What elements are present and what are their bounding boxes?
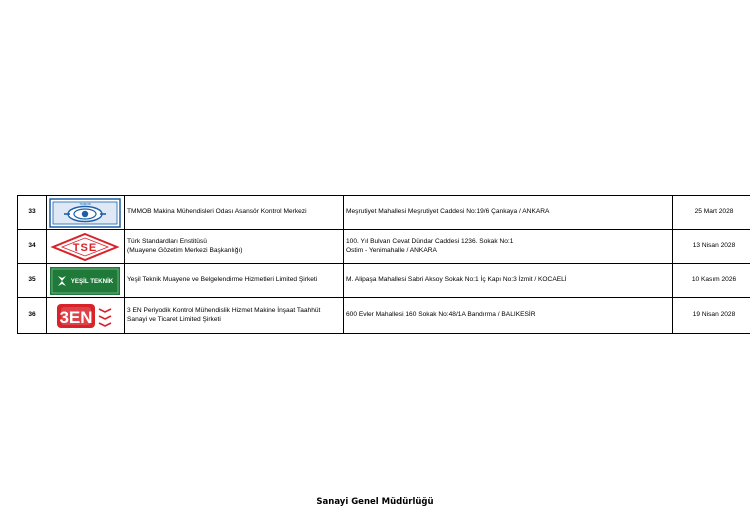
organization-name-line: Yeşil Teknik Muayene ve Belgelendirme Hizmetleri Limited Şirketi bbox=[127, 276, 318, 284]
logo-cell bbox=[47, 298, 125, 334]
tmmob-logo-text: TMMOB bbox=[79, 201, 91, 206]
organization-address bbox=[344, 298, 673, 334]
logo-cell bbox=[47, 196, 125, 230]
organization-name-line: TMMOB Makina Mühendisleri Odası Asansör Kontrol Merkezi bbox=[127, 208, 307, 216]
tmmob-mmo-logo-icon bbox=[49, 198, 121, 228]
validity-date: 25 Mart 2028 bbox=[673, 196, 750, 230]
row-number: 34 bbox=[18, 230, 47, 264]
table-row bbox=[18, 264, 750, 298]
organization-address bbox=[344, 196, 673, 230]
address-line: 600 Evler Mahallesi 160 Sokak No:48/1A Bandırma / BALIKESİR bbox=[346, 311, 536, 319]
3en-logo-text: 3EN bbox=[59, 307, 93, 327]
organization-name bbox=[125, 196, 344, 230]
logo-cell bbox=[47, 230, 125, 264]
organization-name bbox=[125, 230, 344, 264]
organization-name bbox=[125, 264, 344, 298]
row-number: 35 bbox=[18, 264, 47, 298]
yesil-teknik-logo-icon bbox=[49, 266, 121, 296]
table-row bbox=[18, 196, 750, 230]
row-number: 33 bbox=[18, 196, 47, 230]
address-line: Ostim - Yenimahalle / ANKARA bbox=[346, 246, 437, 254]
footer-title: Sanayi Genel Müdürlüğü bbox=[316, 497, 434, 507]
logo-cell bbox=[47, 264, 125, 298]
table-row bbox=[18, 298, 750, 334]
organization-name-line: (Muayene Gözetim Merkezi Başkanlığı) bbox=[127, 246, 243, 254]
organization-name-line: Türk Standardları Enstitüsü bbox=[127, 238, 207, 246]
organization-address bbox=[344, 264, 673, 298]
validity-date: 19 Nisan 2028 bbox=[673, 298, 750, 334]
organization-address bbox=[344, 230, 673, 264]
organization-name bbox=[125, 298, 344, 334]
tse-logo-text: TSE bbox=[72, 241, 98, 254]
address-line: 100. Yıl Bulvarı Cevat Dündar Caddesi 1236. Sokak No:1 bbox=[346, 238, 514, 246]
validity-date: 13 Nisan 2028 bbox=[673, 230, 750, 264]
table-row bbox=[18, 230, 750, 264]
address-line: Meşrutiyet Mahallesi Meşrutiyet Caddesi No:19/6 Çankaya / ANKARA bbox=[346, 208, 550, 216]
3en-logo-icon bbox=[49, 301, 121, 331]
yesil-teknik-logo-text: YEŞİL TEKNİK bbox=[70, 277, 114, 285]
tse-logo-icon bbox=[49, 232, 121, 262]
organization-name-line: Sanayi ve Ticaret Limited Şirketi bbox=[127, 315, 221, 323]
address-line: M. Alipaşa Mahallesi Sabri Aksoy Sokak No:1 İç Kapı No:3 İzmit / KOCAELİ bbox=[346, 276, 567, 284]
organizations-table bbox=[17, 195, 750, 334]
row-number: 36 bbox=[18, 298, 47, 334]
validity-date: 10 Kasım 2026 bbox=[673, 264, 750, 298]
organization-name-line: 3 EN Periyodik Kontrol Mühendislik Hizmet Makine İnşaat Taahhüt bbox=[127, 307, 321, 315]
